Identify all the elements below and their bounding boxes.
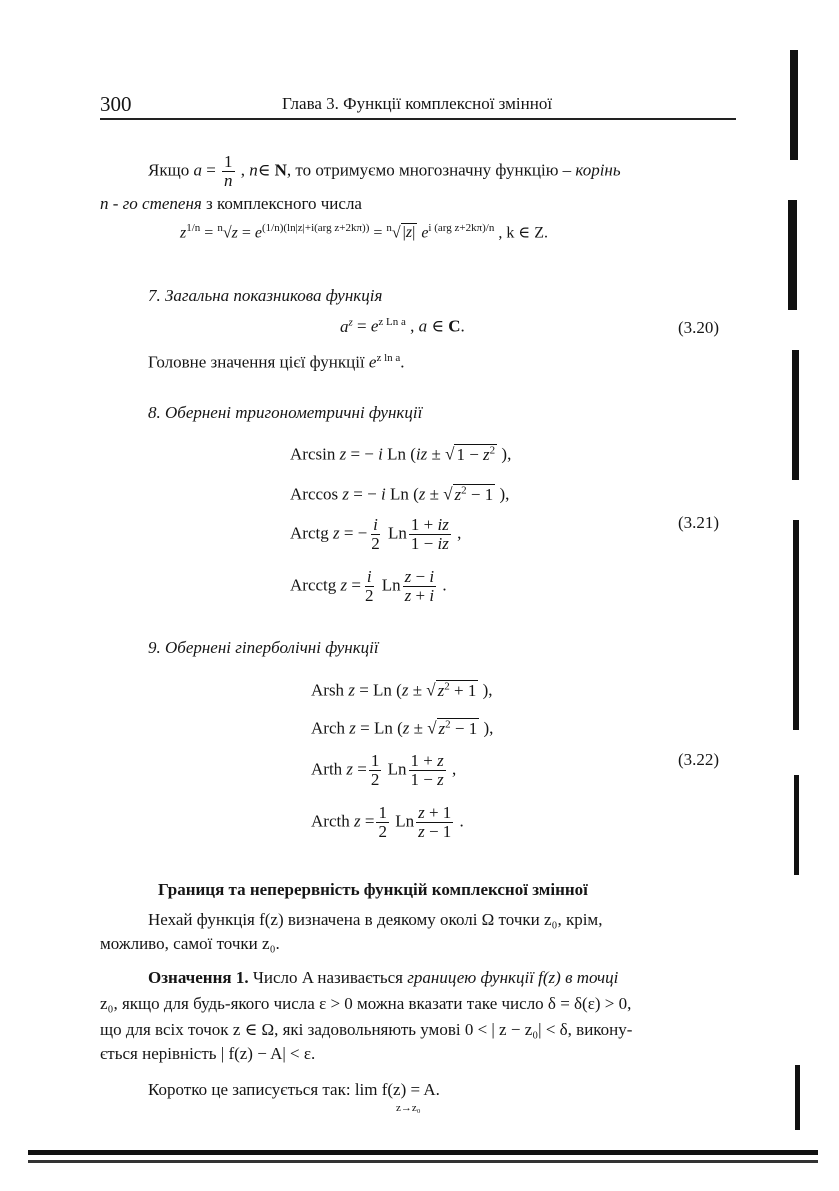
short-text: Коротко це записується так: xyxy=(148,1080,351,1099)
definition-line-3: що для всіх точок z ∈ Ω, які задовольняють умові 0 < | z − z₀| < δ, викону- xyxy=(100,1020,633,1039)
page-number: 300 xyxy=(100,92,132,116)
arcth-formula: Arcth z = $\frac{1}{2}$ Ln $\frac{z + 1}{z - 1}$ . xyxy=(311,803,464,841)
k-in-z: , k ∈ Z. xyxy=(498,224,548,242)
definition-text: Число A називається xyxy=(252,968,404,987)
item7-title: 7. Загальна показникова функція xyxy=(148,286,383,305)
eq-number-3-21: (3.21) xyxy=(678,513,720,532)
para1-line2: можливо, самої точки z₀. xyxy=(100,934,280,953)
arccos-formula: Arccos z = − i Ln (z ± √ $z^2 - 1$ ), xyxy=(290,484,510,504)
definition-line-4: ється нерівність | f(z) − A| < ε. xyxy=(100,1044,316,1063)
header-rule xyxy=(100,118,736,120)
fraction-1-over-n: $\frac{1}{n}$ xyxy=(224,152,233,190)
intro-text-2: , то отримуємо многозначну функцію – xyxy=(286,160,572,180)
arsh-formula: Arsh z = Ln (z ± √ $z^2 + 1$ ), xyxy=(311,680,493,700)
arcsin-formula: Arcsin z = − i Ln (iz ± √ $1 - z^2$ ), xyxy=(290,444,512,464)
definition-term: границею функції f(z) в точці xyxy=(407,968,619,987)
limit-formula: lim f(z) = A. xyxy=(354,1080,440,1099)
intro-term-2: n - го степеня xyxy=(100,194,202,213)
intro-line-1: Якщо a = $\frac{1}{n}$ , n∈ N, то отримуємо многозначну функцію – корінь xyxy=(148,152,621,190)
scan-margin-mark xyxy=(790,50,798,160)
item8-title xyxy=(148,403,422,423)
eq-number-3-22: (3.22) xyxy=(678,750,720,769)
section-heading: Границя та неперервність функцій комплексної змінної xyxy=(158,880,588,899)
arctg-formula: Arctg z = − $\frac{i}{2}$ Ln $\frac{1 + iz}{1 - iz}$ , xyxy=(290,515,462,553)
intro-term: корінь xyxy=(575,160,621,180)
definition-line-2: z₀, якщо для будь-якого числа ε > 0 можна вказати таке число δ = δ(ε) > 0, xyxy=(100,994,632,1013)
definition-label: Означення 1. xyxy=(148,968,249,987)
running-title: Глава 3. Функції комплексної змінної xyxy=(282,94,553,113)
arth-formula: Arth z = $\frac{1}{2}$ Ln $\frac{1 + z}{1 - z}$ , xyxy=(311,751,457,789)
eq-number-3-20: (3.20) xyxy=(678,318,720,337)
short-form-line xyxy=(148,1080,440,1100)
item9-title-text: 9. Обернені гіперболічні функції xyxy=(148,638,379,657)
scan-margin-mark xyxy=(794,775,799,875)
bottom-scan-border xyxy=(28,1150,818,1155)
arch-formula: Arch z = Ln (z ± √ $z^2 - 1$ ), xyxy=(311,718,494,738)
root-formula: $z^{1/n} = ^n√z = e^{(1/n)(ln|z|+i(arg z+2k\pi))} = ^n√$ |z| $e^{i (arg z+2k\pi)/n}$ , k ∈ Z. xyxy=(180,222,548,242)
scan-margin-mark xyxy=(788,200,797,310)
principal-text: Головне значення цієї функції xyxy=(148,352,365,372)
scan-margin-mark xyxy=(792,350,799,480)
limit-subscript: z→z₀ xyxy=(396,1102,421,1114)
definition-line-1 xyxy=(148,968,618,988)
intro-line-2 xyxy=(100,194,362,214)
item8-title-text: 8. Обернені тригонометричні функції xyxy=(148,403,423,422)
intro-text-3: з комплексного числа xyxy=(206,194,362,213)
para1-line1: Нехай функція f(z) визначена в деякому околі Ω точки z₀, крім, xyxy=(148,910,603,929)
intro-text: Якщо xyxy=(148,160,190,180)
bottom-scan-border-2 xyxy=(28,1160,818,1163)
scan-margin-mark xyxy=(793,520,799,730)
arcctg-formula: Arcctg z = $\frac{i}{2}$ Ln $\frac{z - i}{z + i}$ . xyxy=(290,567,447,605)
item9-title xyxy=(148,638,379,658)
item7-formula: $a^z = e^{z Ln a}$ , a ∈ C. xyxy=(340,316,465,336)
item7-principal: Головне значення цієї функції $e^{z ln a}$. xyxy=(148,352,405,372)
scan-margin-mark xyxy=(795,1065,800,1130)
